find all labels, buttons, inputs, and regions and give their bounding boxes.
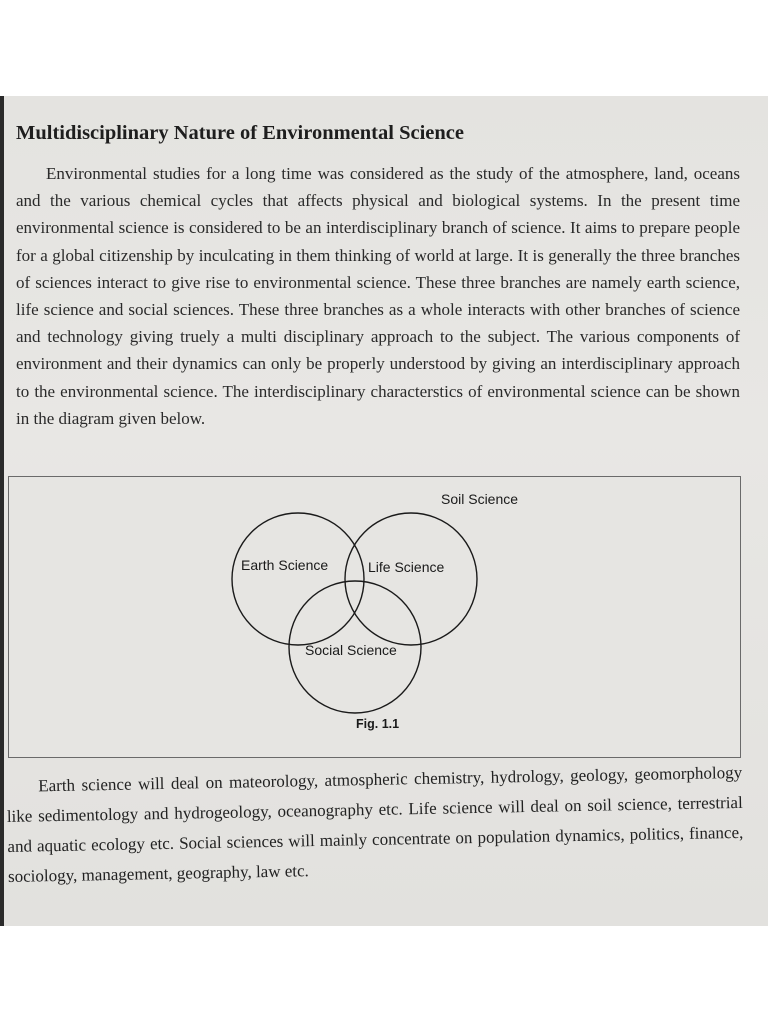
earth-science-label: Earth Science	[241, 557, 329, 573]
life-science-label: Life Science	[368, 559, 445, 575]
life-science-circle	[345, 513, 477, 645]
intro-paragraph: Environmental studies for a long time was considered as the study of the atmosphere, land, oceans and the various chemical cycles that affects physical and biological systems. In the present time environmental science is considered to be an interdisciplinary branch of science. It aims to prepare people for a global citizenship by inculcating in them thinking of world at large. It is generally the three branches of sciences interact to give rise to environmental science. These three branches are namely earth science, life science and social sciences. These three branches as a whole interacts with other branches of science and technology giving truely a multi disciplinary approach to the subject. The various components of environment and their dynamics can only be properly understood by giving an interdisciplinary approach to the environmental science. The interdisciplinary characterstics of environmental science can be shown in the diagram given below.	[16, 164, 740, 428]
figure-caption: Fig. 1.1	[356, 717, 400, 731]
venn-diagram-figure	[8, 476, 741, 758]
second-paragraph: Earth science will deal on mateorology, atmospheric chemistry, hydrology, geology, geomorphology like sedimentology and hydrogeology, oceanography etc. Life science will deal on soil science, terrestrial and aquatic ecology etc. Social sciences will mainly concentrate on population dynamics, politics, finance, sociology, management, geography, law etc.	[6, 762, 744, 886]
earth-science-circle	[232, 513, 364, 645]
page-edge	[0, 96, 4, 926]
section-heading: Multidisciplinary Nature of Environmental Science	[16, 122, 464, 144]
book-page-photo	[0, 96, 768, 926]
social-science-label: Social Science	[305, 642, 397, 658]
soil-science-label: Soil Science	[441, 491, 519, 507]
venn-diagram	[9, 477, 740, 757]
